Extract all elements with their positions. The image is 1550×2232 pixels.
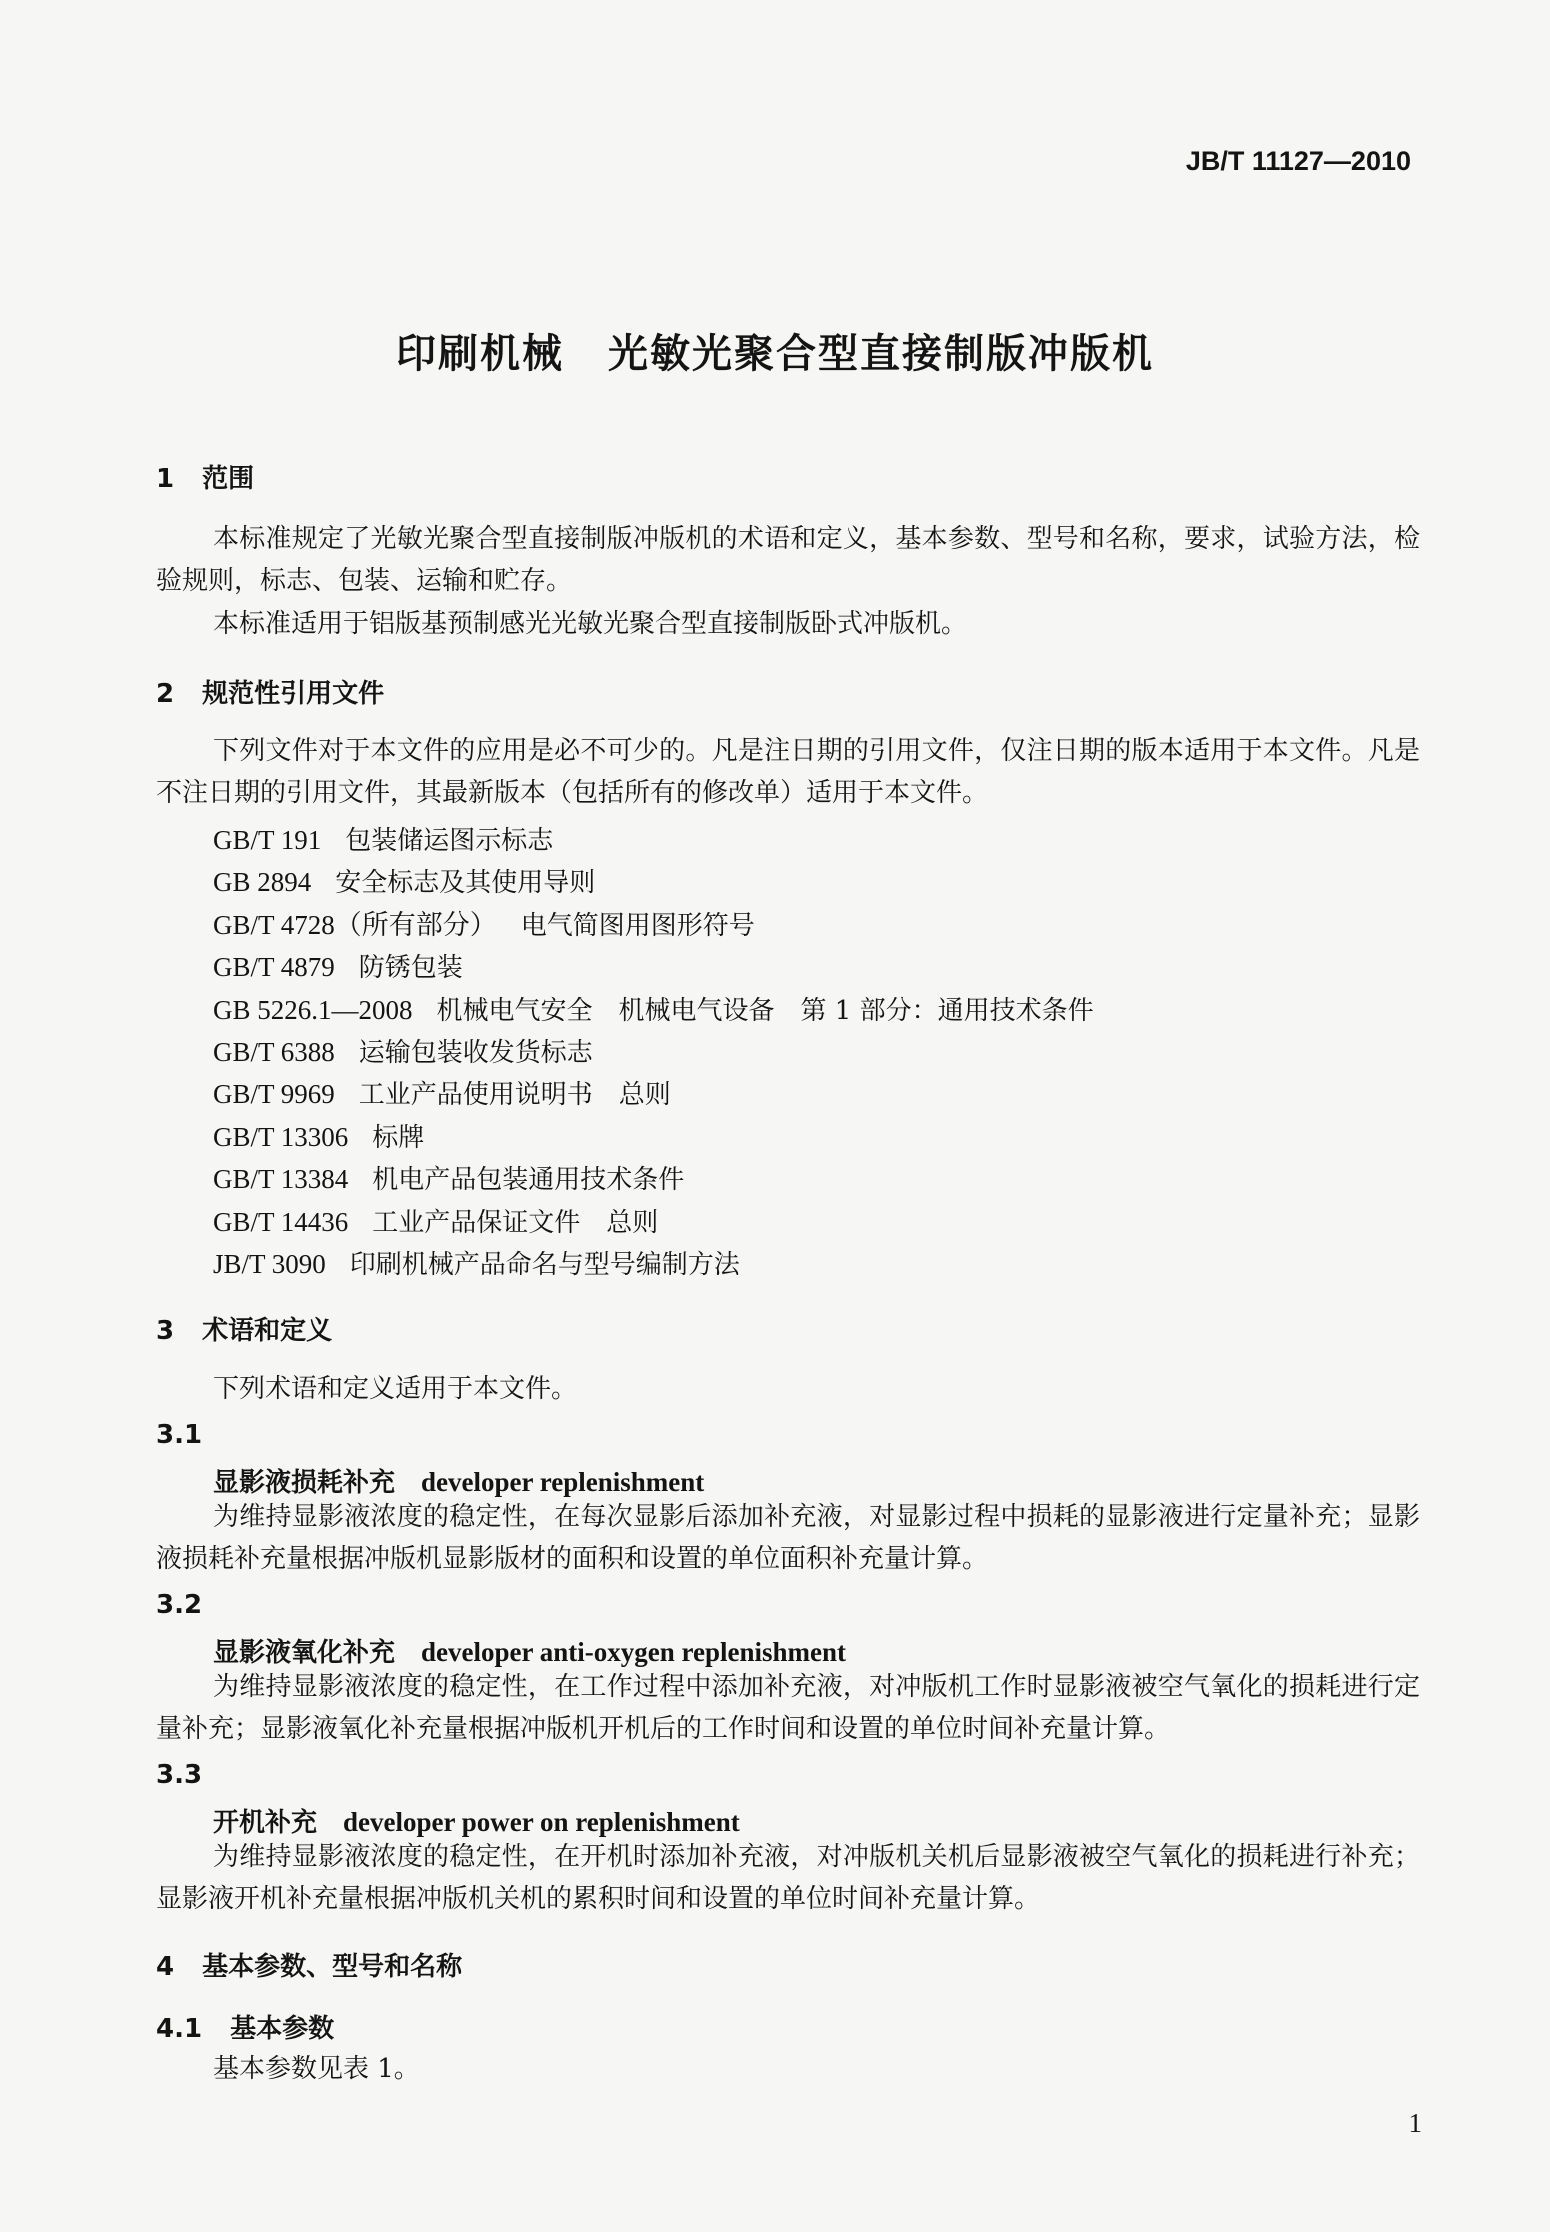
term-chinese: 开机补充 — [213, 1808, 318, 1838]
section-title: 规范性引用文件 — [202, 679, 385, 709]
title-part-1: 印刷机械 — [396, 331, 564, 377]
reference-item — [213, 819, 1094, 861]
section-number: 2 — [156, 679, 175, 709]
subsection-4-1-text: 基本参数见表 1。 — [213, 2054, 420, 2084]
section-title: 术语和定义 — [202, 1316, 333, 1346]
reference-title: 安全标志及其使用导则 — [335, 868, 596, 899]
section-number: 4 — [156, 1952, 175, 1982]
reference-code: GB 2894 — [213, 867, 312, 898]
reference-item — [213, 946, 1094, 988]
term-english: developer power on replenishment — [343, 1807, 740, 1837]
term-english: developer replenishment — [421, 1467, 705, 1497]
reference-title: 工业产品保证文件 总则 — [372, 1207, 659, 1238]
reference-title: 机电产品包装通用技术条件 — [372, 1165, 685, 1196]
subsection-title: 基本参数 — [230, 2014, 335, 2044]
section-1-heading — [156, 458, 254, 495]
term-number: 3.2 — [156, 1590, 203, 1620]
title-part-2: 光敏光聚合型直接制版冲版机 — [608, 331, 1154, 377]
reference-item — [213, 1158, 1094, 1200]
reference-item — [213, 1116, 1094, 1158]
reference-code: GB/T 4879 — [213, 952, 335, 983]
subsection-4-1-heading — [156, 2008, 334, 2045]
term-english: developer anti-oxygen replenishment — [421, 1637, 847, 1667]
section-title: 范围 — [202, 464, 255, 494]
page-number: 1 — [1408, 2108, 1422, 2138]
section-2-heading — [156, 673, 384, 710]
term-definition: 为维持显影液浓度的稳定性，在开机时添加补充液，对冲版机关机后显影液被空气氧化的损耗进行补充；显影液开机补充量根据冲版机关机的累积时间和设置的单位时间补充量计算。 — [156, 1842, 1420, 1914]
section-2-paragraph: 下列文件对于本文件的应用是必不可少的。凡是注日期的引用文件，仅注日期的版本适用于本文件。凡是不注日期的引用文件，其最新版本（包括所有的修改单）适用于本文件。 — [156, 736, 1420, 808]
reference-title: 工业产品使用说明书 总则 — [358, 1080, 671, 1111]
reference-code: GB/T 191 — [213, 825, 322, 855]
reference-code: GB/T 4728（所有部分） — [213, 909, 497, 940]
term-number: 3.1 — [156, 1420, 203, 1450]
reference-code: GB/T 13384 — [213, 1164, 349, 1195]
term-heading — [213, 1462, 704, 1499]
section-title: 基本参数、型号和名称 — [202, 1952, 463, 1982]
reference-item — [213, 1073, 1094, 1115]
reference-title: 印刷机械产品命名与型号编制方法 — [349, 1249, 740, 1280]
reference-code: GB/T 13306 — [213, 1121, 349, 1152]
reference-code: GB 5226.1—2008 — [213, 994, 413, 1025]
reference-item — [213, 1031, 1094, 1073]
standard-code: JB/T 11127—2010 — [1185, 146, 1411, 176]
reference-title: 标牌 — [372, 1122, 425, 1153]
section-3-intro: 下列术语和定义适用于本文件。 — [213, 1374, 578, 1404]
term-heading — [213, 1632, 846, 1669]
term-number: 3.3 — [156, 1760, 203, 1790]
reference-title: 防锈包装 — [358, 953, 463, 984]
subsection-number: 4.1 — [156, 2014, 203, 2044]
reference-title: 机械电气安全 机械电气设备 第 1 部分：通用技术条件 — [436, 995, 1094, 1026]
term-definition: 为维持显影液浓度的稳定性，在工作过程中添加补充液，对冲版机工作时显影液被空气氧化的损耗进行定量补充；显影液氧化补充量根据冲版机开机后的工作时间和设置的单位时间补充量计算。 — [156, 1672, 1420, 1744]
reference-item — [213, 861, 1094, 903]
section-1-paragraph-2: 本标准适用于铝版基预制感光光敏光聚合型直接制版卧式冲版机。 — [213, 609, 968, 639]
section-3-heading — [156, 1310, 332, 1347]
term-chinese: 显影液损耗补充 — [213, 1468, 396, 1498]
reference-title: 包装储运图示标志 — [345, 826, 554, 856]
reference-item — [213, 989, 1094, 1031]
reference-title: 电气简图用图形符号 — [520, 910, 755, 941]
section-4-heading — [156, 1946, 462, 1983]
reference-item — [213, 1201, 1094, 1243]
term-heading — [213, 1802, 740, 1839]
section-1-paragraph-1: 本标准规定了光敏光聚合型直接制版冲版机的术语和定义，基本参数、型号和名称，要求，试验方法，检验规则，标志、包装、运输和贮存。 — [156, 524, 1420, 596]
normative-reference-list — [213, 819, 1094, 1285]
reference-code: GB/T 6388 — [213, 1036, 335, 1067]
section-number: 3 — [156, 1316, 175, 1346]
reference-code: GB/T 9969 — [213, 1079, 335, 1110]
reference-title: 运输包装收发货标志 — [358, 1037, 593, 1068]
term-definition: 为维持显影液浓度的稳定性，在每次显影后添加补充液，对显影过程中损耗的显影液进行定量补充；显影液损耗补充量根据冲版机显影版材的面积和设置的单位面积补充量计算。 — [156, 1502, 1420, 1574]
reference-item — [213, 1243, 1094, 1285]
section-number: 1 — [156, 464, 175, 494]
reference-code: GB/T 14436 — [213, 1206, 349, 1237]
reference-item — [213, 904, 1094, 946]
reference-code: JB/T 3090 — [213, 1248, 326, 1279]
term-chinese: 显影液氧化补充 — [213, 1638, 396, 1668]
document-title — [0, 322, 1550, 379]
